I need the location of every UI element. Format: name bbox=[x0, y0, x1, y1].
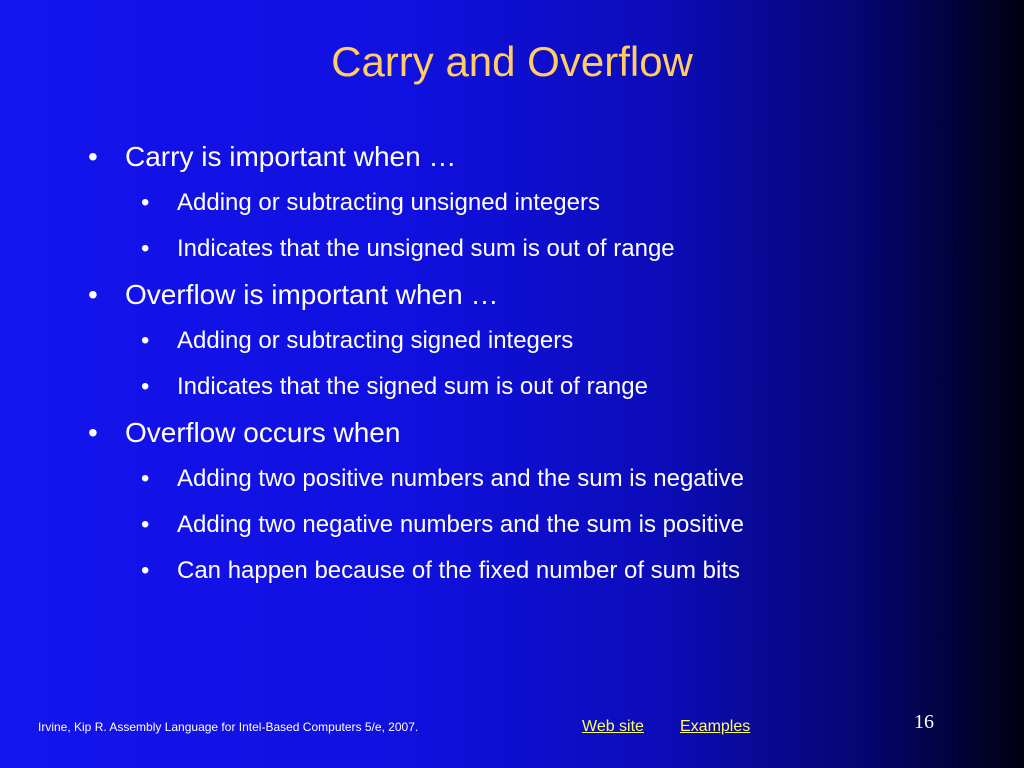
bullet-list bbox=[0, 134, 1024, 594]
bullet-dot-icon: • bbox=[141, 235, 150, 262]
sub-bullet-item bbox=[0, 364, 1024, 410]
sub-bullet-text: Adding two negative numbers and the sum is positive bbox=[177, 511, 744, 538]
footer-citation: Irvine, Kip R. Assembly Language for Intel-Based Computers 5/e, 2007. bbox=[38, 720, 419, 734]
bullet-dot-icon: • bbox=[88, 141, 98, 172]
bullet-dot-icon: • bbox=[141, 465, 150, 492]
sub-bullet-item bbox=[0, 180, 1024, 226]
slide-title: Carry and Overflow bbox=[331, 38, 693, 85]
bullet-dot-icon: • bbox=[141, 557, 150, 584]
sub-bullet-text: Adding or subtracting unsigned integers bbox=[177, 189, 600, 216]
bullet-dot-icon: • bbox=[141, 373, 150, 400]
bullet-dot-icon: • bbox=[141, 511, 150, 538]
page-number: 16 bbox=[914, 711, 934, 733]
sub-bullet-item bbox=[0, 318, 1024, 364]
sub-bullet-text: Adding or subtracting signed integers bbox=[177, 327, 574, 354]
bullet-dot-icon: • bbox=[141, 189, 150, 216]
bullet-dot-icon: • bbox=[88, 279, 98, 310]
bullet-item bbox=[0, 134, 1024, 180]
bullet-text: Overflow occurs when bbox=[125, 417, 401, 448]
bullet-dot-icon: • bbox=[88, 417, 98, 448]
bullet-text: Carry is important when … bbox=[125, 141, 457, 172]
sub-bullet-item bbox=[0, 548, 1024, 594]
bullet-item bbox=[0, 410, 1024, 456]
sub-bullet-item bbox=[0, 502, 1024, 548]
bullet-dot-icon: • bbox=[141, 327, 150, 354]
bullet-text: Overflow is important when … bbox=[125, 279, 499, 310]
sub-bullet-text: Can happen because of the fixed number of sum bits bbox=[177, 557, 741, 584]
sub-bullet-text: Indicates that the signed sum is out of range bbox=[177, 373, 648, 400]
sub-bullet-text: Indicates that the unsigned sum is out of range bbox=[177, 235, 675, 262]
bullet-item bbox=[0, 272, 1024, 318]
sub-bullet-text: Adding two positive numbers and the sum is negative bbox=[177, 465, 744, 492]
sub-bullet-item bbox=[0, 456, 1024, 502]
sub-bullet-item bbox=[0, 226, 1024, 272]
examples-link[interactable]: Examples bbox=[680, 718, 751, 735]
website-link[interactable]: Web site bbox=[582, 718, 644, 735]
